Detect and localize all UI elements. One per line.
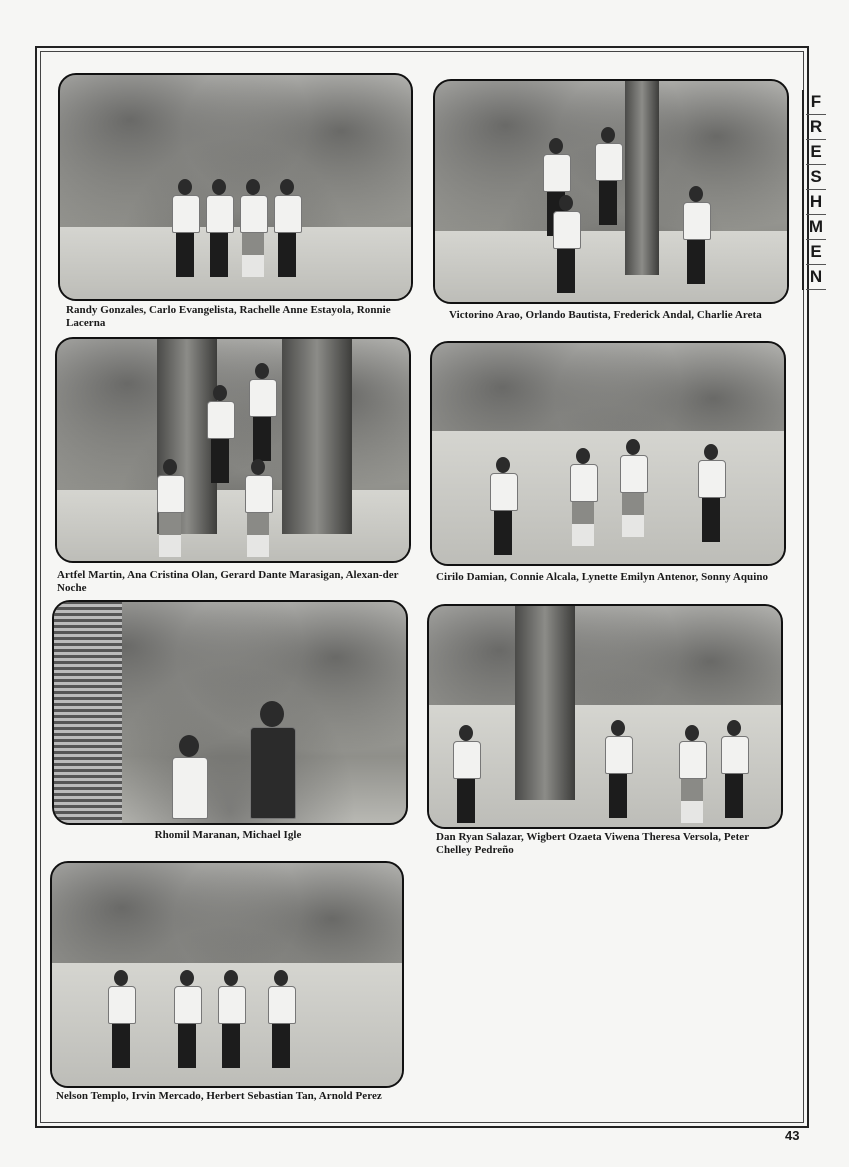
photo-ground	[432, 431, 784, 564]
photo-ground	[60, 227, 411, 299]
photo-caption-4: Cirilo Damian, Connie Alcala, Lynette Emilyn Antenor, Sonny Aquino	[436, 571, 769, 583]
student-figure	[570, 448, 596, 546]
student-figure	[268, 970, 294, 1068]
group-photo-3	[55, 337, 411, 563]
student-figure	[683, 186, 709, 284]
student-figure	[250, 701, 294, 819]
section-letter: E	[806, 240, 826, 265]
photo-caption-5: Rhomil Maranan, Michael Igle	[154, 829, 302, 841]
student-figure	[553, 195, 579, 293]
photo-caption-2: Victorino Arao, Orlando Bautista, Frederick Andal, Charlie Areta	[449, 309, 762, 321]
section-letter: E	[806, 140, 826, 165]
group-photo-6	[427, 604, 783, 829]
student-figure	[174, 970, 200, 1068]
student-figure	[218, 970, 244, 1068]
section-letter: F	[806, 90, 826, 115]
section-letter: S	[806, 165, 826, 190]
student-figure	[453, 725, 479, 823]
tree-trunk	[625, 81, 659, 275]
building-wall	[54, 602, 122, 823]
student-figure	[274, 179, 300, 277]
section-letter: R	[806, 115, 826, 140]
student-figure	[595, 127, 621, 225]
student-figure	[679, 725, 705, 823]
empty-photo-slot	[420, 862, 780, 1112]
student-figure	[172, 179, 198, 277]
student-figure	[207, 385, 233, 483]
group-photo-7	[50, 861, 404, 1088]
student-figure	[240, 179, 266, 277]
tree-trunk	[282, 339, 352, 534]
section-letter: N	[806, 265, 826, 290]
page-number: 43	[785, 1128, 800, 1143]
photo-caption-7: Nelson Templo, Irvin Mercado, Herbert Sebastian Tan, Arnold Perez	[56, 1090, 382, 1102]
group-photo-1	[58, 73, 413, 301]
student-figure	[157, 459, 183, 557]
photo-ground	[57, 490, 409, 561]
student-figure	[698, 444, 724, 542]
student-figure	[620, 439, 646, 537]
group-photo-4	[430, 341, 786, 566]
photo-caption-3: Artfel Martin, Ana Cristina Olan, Gerard Dante Marasigan, Alexan-der Noche	[57, 569, 399, 594]
student-figure	[605, 720, 631, 818]
section-letter: M	[806, 215, 826, 240]
group-photo-2	[433, 79, 789, 304]
student-figure	[245, 459, 271, 557]
student-figure	[249, 363, 275, 461]
student-figure	[172, 735, 206, 819]
student-figure	[721, 720, 747, 818]
group-photo-5	[52, 600, 408, 825]
student-figure	[490, 457, 516, 555]
tree-trunk	[515, 606, 575, 800]
photo-ground	[435, 231, 787, 302]
section-letter: H	[806, 190, 826, 215]
student-figure	[206, 179, 232, 277]
student-figure	[108, 970, 134, 1068]
section-label-freshmen	[802, 90, 826, 290]
photo-caption-1: Randy Gonzales, Carlo Evangelista, Rachelle Anne Estayola, Ronnie Lacerna	[66, 304, 391, 329]
photo-caption-6: Dan Ryan Salazar, Wigbert Ozaeta Viwena Theresa Versola, Peter Chelley Pedreño	[436, 831, 749, 856]
